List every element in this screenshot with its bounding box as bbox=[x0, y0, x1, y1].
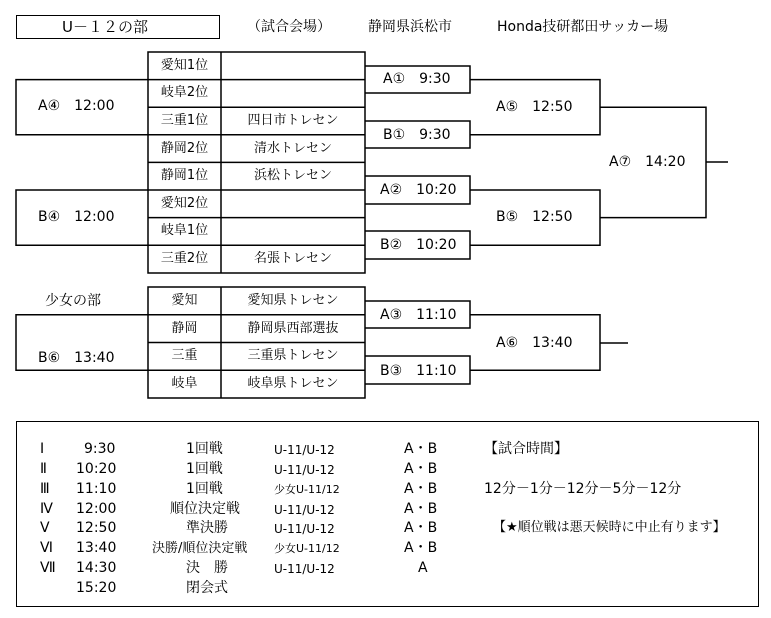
team-name: 三重県トレセン bbox=[247, 348, 339, 363]
schedule-time: 10:20 bbox=[76, 461, 117, 477]
team-seed: 岐阜2位 bbox=[160, 85, 209, 100]
schedule-round: 準決勝 bbox=[186, 520, 228, 536]
schedule-courts: A bbox=[418, 560, 428, 576]
schedule-time: 13:40 bbox=[76, 540, 117, 556]
schedule-courts: A・B bbox=[404, 520, 438, 536]
match-time-format: 12分－1分－12分－5分－12分 bbox=[484, 481, 682, 497]
schedule-category: U-11/U-12 bbox=[274, 443, 335, 457]
schedule-round: 閉会式 bbox=[186, 580, 228, 596]
schedule-courts: A・B bbox=[404, 501, 438, 517]
schedule-round: 1回戦 bbox=[186, 481, 223, 497]
weather-note: 【★順位戦は悪天候時に中止有ります】 bbox=[493, 520, 726, 535]
schedule-num: Ⅲ bbox=[40, 481, 50, 497]
schedule-time: 12:50 bbox=[76, 520, 117, 536]
schedule-time: 15:20 bbox=[76, 580, 117, 596]
match-a7-label: A⑦ 14:20 bbox=[609, 154, 686, 170]
team-name: 四日市トレセン bbox=[247, 113, 339, 128]
match-b4-label: B④ 12:00 bbox=[38, 209, 115, 225]
schedule-courts: A・B bbox=[404, 481, 438, 497]
schedule-courts: A・B bbox=[404, 441, 438, 457]
team-seed: 三重2位 bbox=[160, 251, 209, 266]
schedule-box bbox=[16, 421, 759, 607]
schedule-round: 1回戦 bbox=[186, 441, 223, 457]
team-name: 清水トレセン bbox=[253, 141, 332, 156]
team-seed: 三重 bbox=[171, 348, 198, 363]
schedule-round: 決勝/順位決定戦 bbox=[152, 541, 248, 556]
schedule-round: 順位決定戦 bbox=[170, 501, 240, 517]
schedule-courts: A・B bbox=[404, 461, 438, 477]
schedule-num: Ⅵ bbox=[40, 540, 53, 556]
schedule-num: Ⅶ bbox=[40, 560, 56, 576]
team-name: 名張トレセン bbox=[253, 251, 332, 266]
division-title: U－１２の部 bbox=[62, 18, 148, 36]
venue-label: （試合会場） bbox=[247, 19, 331, 35]
schedule-time: 12:00 bbox=[76, 501, 117, 517]
schedule-time: 11:10 bbox=[76, 481, 117, 497]
match-b1-label: B① 9:30 bbox=[383, 127, 451, 143]
match-a4-label: A④ 12:00 bbox=[38, 98, 115, 114]
team-name: 岐阜県トレセン bbox=[247, 376, 339, 391]
schedule-num: Ⅱ bbox=[40, 461, 47, 477]
match-b3-label: B③ 11:10 bbox=[380, 363, 457, 379]
schedule-time: 14:30 bbox=[76, 560, 117, 576]
match-b5-label: B⑤ 12:50 bbox=[496, 209, 573, 225]
schedule-category: U-11/U-12 bbox=[274, 503, 335, 517]
venue-name: Honda技研都田サッカー場 bbox=[497, 19, 669, 35]
schedule-category: U-11/U-12 bbox=[274, 463, 335, 477]
schedule-category: U-11/U-12 bbox=[274, 562, 335, 576]
match-a3-label: A③ 11:10 bbox=[380, 307, 457, 323]
match-a5-label: A⑤ 12:50 bbox=[496, 99, 573, 115]
schedule-num: Ⅴ bbox=[40, 520, 50, 536]
schedule-category: 少女U-11/12 bbox=[274, 542, 340, 555]
girls-division-label: 少女の部 bbox=[45, 293, 101, 309]
match-b6-label: B⑥ 13:40 bbox=[38, 350, 115, 366]
team-seed: 愛知1位 bbox=[160, 58, 209, 73]
team-seed: 岐阜1位 bbox=[160, 223, 209, 238]
team-seed: 静岡1位 bbox=[160, 168, 209, 183]
match-b2-label: B② 10:20 bbox=[380, 237, 457, 253]
schedule-time: 9:30 bbox=[84, 441, 116, 457]
schedule-courts: A・B bbox=[404, 540, 438, 556]
match-a2-label: A② 10:20 bbox=[380, 182, 457, 198]
team-seed: 静岡2位 bbox=[160, 141, 209, 156]
match-time-title: 【試合時間】 bbox=[484, 441, 568, 457]
team-name: 浜松トレセン bbox=[253, 168, 332, 183]
match-a1-label: A① 9:30 bbox=[383, 71, 451, 87]
schedule-round: 1回戦 bbox=[186, 461, 223, 477]
team-seed: 愛知 bbox=[171, 293, 198, 308]
schedule-round: 決 勝 bbox=[186, 560, 228, 576]
schedule-category: U-11/U-12 bbox=[274, 522, 335, 536]
team-seed: 岐阜 bbox=[171, 376, 198, 391]
schedule-category: 少女U-11/12 bbox=[274, 483, 340, 496]
schedule-num: Ⅰ bbox=[40, 441, 45, 457]
team-name: 愛知県トレセン bbox=[247, 293, 339, 308]
schedule-num: Ⅳ bbox=[40, 501, 53, 517]
team-seed: 三重1位 bbox=[160, 113, 209, 128]
team-seed: 静岡 bbox=[171, 321, 198, 336]
venue-city: 静岡県浜松市 bbox=[368, 19, 452, 35]
team-name: 静岡県西部選抜 bbox=[247, 321, 339, 336]
team-seed: 愛知2位 bbox=[160, 196, 209, 211]
match-a6-label: A⑥ 13:40 bbox=[496, 335, 573, 351]
